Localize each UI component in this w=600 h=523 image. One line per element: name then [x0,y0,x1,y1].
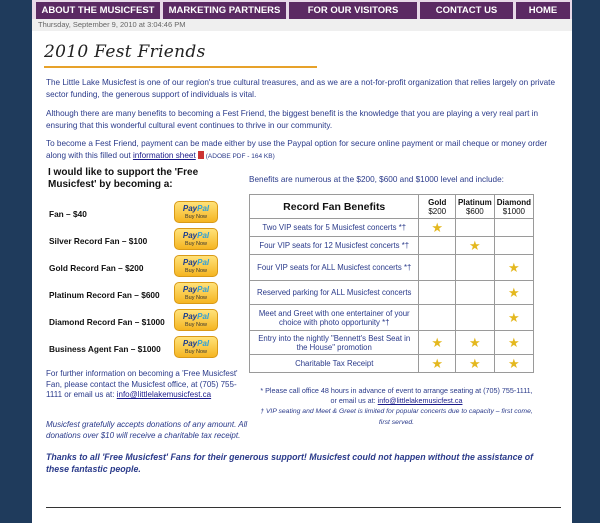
benefit-cell [455,305,494,331]
donation-note: Musicfest gratefully accepts donations of any amount. All donations over $10 will receive a charitable tax receipt. [46,420,248,440]
benefit-cell [419,305,456,331]
level-header: Diamond $1000 [494,195,533,219]
benefit-label: Four VIP seats for ALL Musicfest concerts *† [250,255,419,281]
benefit-row [250,219,534,237]
info-email-link[interactable]: info@littlelakemusicfest.ca [116,390,212,399]
page [32,0,572,523]
info-note [46,369,246,401]
benefit-label: Meet and Greet with one entertainer of your choice with photo opportunity *† [250,305,419,331]
paypal-logo: PayPal [182,339,210,348]
intro-paragraph-1: The Little Lake Musicfest is one of our region's true cultural treasures, and as we are a not-for-profit organization that relies largely on private sector funding, the generous support of individuals is vital. [46,78,555,99]
buy-now-label: Buy Now [184,241,207,247]
nav-about[interactable]: ABOUT THE MUSICFEST [36,2,160,19]
paypal-buy-button[interactable] [174,336,218,358]
page-title: 2010 Fest Friends [44,42,206,62]
nav-home[interactable]: HOME [516,2,570,19]
star-icon: ★ [508,334,520,350]
buy-now-label: Buy Now [184,322,207,328]
benefit-label: Reserved parking for ALL Musicfest concerts [250,281,419,305]
fan-level-label: Silver Record Fan – $100 [49,236,148,246]
benefit-label: Charitable Tax Receipt [250,355,419,373]
benefit-cell [419,281,456,305]
paypal-logo: PayPal [182,312,210,321]
benefit-cell [419,219,456,237]
info-note-text: For further information on becoming a 'Free Musicfest' Fan, please contact the Musicfest office, at (705) 755-1111 or email us at: [46,369,238,399]
fan-level-label: Gold Record Fan – $200 [49,263,144,273]
benefit-cell [494,255,533,281]
current-datetime: Thursday, September 9, 2010 at 3:04:46 PM [38,20,186,29]
paypal-logo: PayPal [182,231,210,240]
benefit-row [250,355,534,373]
paypal-buy-button[interactable] [174,255,218,277]
star-icon: ★ [431,355,444,371]
fan-level-label: Diamond Record Fan – $1000 [49,317,165,327]
benefit-cell [419,331,456,355]
paypal-buy-button[interactable] [174,282,218,304]
date-bar [32,19,572,31]
fan-level-label: Fan – $40 [49,209,87,219]
intro-paragraph-3 [46,138,564,162]
benefit-cell [455,331,494,355]
benefit-cell [494,237,533,255]
star-icon: ★ [508,309,520,325]
nav-contact-us[interactable]: CONTACT US [420,2,513,19]
star-icon: ★ [508,259,520,275]
paypal-logo: PayPal [182,204,210,213]
fine-print [259,386,534,428]
level-header: Gold $200 [419,195,456,219]
buy-now-label: Buy Now [184,295,207,301]
benefit-cell [419,255,456,281]
benefit-row [250,331,534,355]
star-icon: ★ [508,355,520,371]
intro-paragraph-2: Although there are many benefits to becoming a Fest Friend, the biggest benefit is the knowledge that you are playing a very real part in ensuring that this wonderful cultural event continues to thrive in our community. [46,109,538,130]
buy-now-label: Buy Now [184,214,207,220]
benefit-cell [455,237,494,255]
top-nav [32,0,572,19]
fine-print-email-link[interactable]: info@littlelakemusicfest.ca [377,396,463,405]
paypal-buy-button[interactable] [174,309,218,331]
information-sheet-link[interactable]: information sheet [132,150,196,160]
paypal-logo: PayPal [182,285,210,294]
intro-p3-text: To become a Fest Friend, payment can be made either by use the Paypal option for secure online payment or mail cheque or money order along with this filled out [46,139,548,160]
benefit-cell [455,255,494,281]
star-icon: ★ [469,334,481,350]
buy-now-label: Buy Now [184,349,207,355]
benefit-cell [455,355,494,373]
nav-for-visitors[interactable]: FOR OUR VISITORS [289,2,417,19]
benefit-cell [455,281,494,305]
table-title: Record Fan Benefits [250,195,419,219]
thanks-message: Thanks to all 'Free Musicfest' Fans for their generous support! Musicfest could not happen without the assistance of these fantastic people. [46,452,534,474]
benefit-cell [494,219,533,237]
benefit-label: Two VIP seats for 5 Musicfest concerts *† [250,219,419,237]
benefits-intro: Benefits are numerous at the $200, $600 and $1000 level and include: [249,175,504,184]
buy-now-label: Buy Now [184,268,207,274]
paypal-logo: PayPal [182,258,210,267]
paypal-buy-button[interactable] [174,228,218,250]
benefit-label: Entry into the nightly "Bennett's Best Seat in the House" promotion [250,331,419,355]
pdf-size-note: (ADOBE PDF - 164 KB) [205,152,275,160]
benefit-row [250,305,534,331]
support-heading: I would like to support the 'Free Musicfest' by becoming a: [48,167,199,190]
benefit-row [250,237,534,255]
benefits-table [249,194,534,373]
fan-level-label: Platinum Record Fan – $600 [49,290,160,300]
benefit-cell [494,355,533,373]
benefit-cell [455,219,494,237]
fine-print-line1: * Please call office 48 hours in advance of event to arrange seating at (705) 755-1111, or email us at: [260,386,533,405]
star-icon: ★ [469,237,481,253]
bottom-divider [46,507,561,508]
benefit-cell [494,281,533,305]
nav-marketing-partners[interactable]: MARKETING PARTNERS [163,2,286,19]
pdf-icon [198,151,204,159]
benefit-label: Four VIP seats for 12 Musicfest concerts *† [250,237,419,255]
star-icon: ★ [431,219,444,235]
star-icon: ★ [431,334,444,350]
paypal-buy-button[interactable] [174,201,218,223]
benefit-row [250,255,534,281]
star-icon: ★ [469,355,481,371]
benefit-cell [419,355,456,373]
fan-level-label: Business Agent Fan – $1000 [49,344,161,354]
benefit-cell [419,237,456,255]
title-underline [44,66,317,68]
benefit-cell [494,331,533,355]
benefit-cell [494,305,533,331]
benefit-row [250,281,534,305]
fine-print-line2: † VIP seating and Meet & Greet is limited for popular concerts due to capacity – first come, first served. [260,408,533,426]
level-header: Platinum $600 [455,195,494,219]
star-icon: ★ [508,284,520,300]
